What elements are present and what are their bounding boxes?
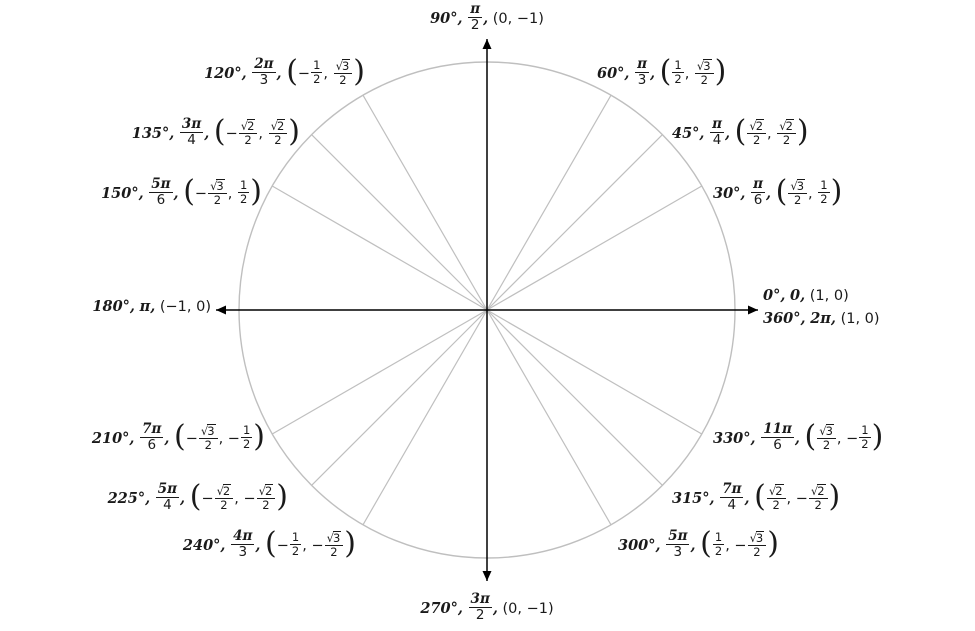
- label-240-deg: 240°, $\frac{4\pi}{3}$ , (− $\frac{1}{2}$ , − $\frac{√3}{2}$ ): [182, 526, 356, 562]
- label-180-deg: 180°, π, (−1, 0): [92, 298, 211, 315]
- label-225-deg: 225°, $\frac{5\pi}{4}$ , (− $\frac{√2}{2}$ , − $\frac{√2}{2}$ ): [107, 479, 288, 515]
- label-60-deg: 60°, $\frac{\pi}{3}$ , ( $\frac{1}{2}$ , $\frac{√3}{2}$ ): [597, 54, 727, 90]
- label-120-deg: 120°, $\frac{2\pi}{3}$ , (− $\frac{1}{2}$ , $\frac{√3}{2}$ ): [204, 54, 365, 90]
- label-330-deg: 330°, $\frac{11\pi}{6}$ , ( $\frac{√3}{2}$ , − $\frac{1}{2}$ ): [713, 419, 884, 455]
- label-90-deg: 90°, $\frac{\pi}{2}$ , (0, −1): [430, 1, 544, 34]
- label-30-deg: 30°, $\frac{\pi}{6}$ , ( $\frac{√3}{2}$ , $\frac{1}{2}$ ): [713, 174, 843, 210]
- label-270-deg: 270°, $\frac{3\pi}{2}$ , (0, −1): [420, 591, 554, 624]
- label-135-deg: 135°, $\frac{3\pi}{4}$ , (− $\frac{√2}{2}$ , $\frac{√2}{2}$ ): [131, 114, 300, 150]
- label-210-deg: 210°, $\frac{7\pi}{6}$ , (− $\frac{√3}{2}$ , − $\frac{1}{2}$ ): [91, 419, 265, 455]
- label-0-deg: 0°, 0, (1, 0): [763, 287, 849, 304]
- label-315-deg: 315°, $\frac{7\pi}{4}$ , ( $\frac{√2}{2}$ , − $\frac{√2}{2}$ ): [672, 479, 841, 515]
- label-45-deg: 45°, $\frac{\pi}{4}$ , ( $\frac{√2}{2}$ , $\frac{√2}{2}$ ): [672, 114, 809, 150]
- label-360-deg: 360°, 2π, (1, 0): [763, 310, 880, 327]
- label-150-deg: 150°, $\frac{5\pi}{6}$ , (− $\frac{√3}{2}$ , $\frac{1}{2}$ ): [101, 174, 262, 210]
- label-300-deg: 300°, $\frac{5\pi}{3}$ , ( $\frac{1}{2}$ , − $\frac{√3}{2}$ ): [618, 526, 779, 562]
